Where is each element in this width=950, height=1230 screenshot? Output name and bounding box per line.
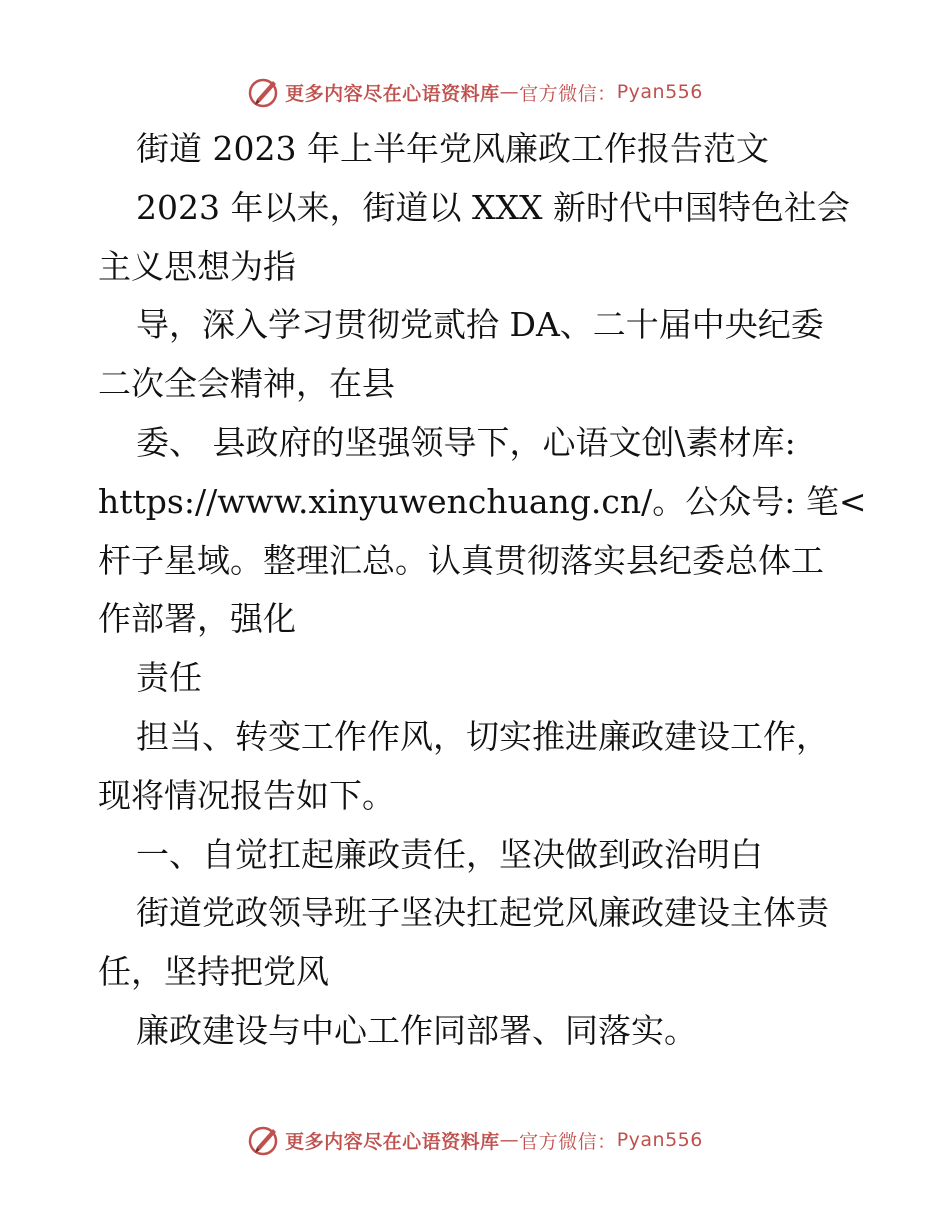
paragraph-line: 导，深入学习贯彻党贰拾 DA、二十届中央纪委 — [136, 305, 824, 345]
paragraph-line: 主义思想为指 — [98, 246, 296, 286]
banner-wechat-id: Pyan556 — [616, 81, 703, 103]
banner-sub-text: 官方微信： — [519, 82, 617, 105]
banner-main-text: 更多内容尽在心语资料库 — [285, 82, 500, 105]
paragraph-line: 二次全会精神，在县 — [98, 364, 395, 404]
document-title: 街道 2023 年上半年党风廉政工作报告范文 — [136, 129, 769, 168]
paragraph-line: https://www.xinyuwenchuang.cn/。公众号: 笔< — [98, 481, 867, 521]
section-heading: 一、自觉扛起廉政责任，坚决做到政治明白 — [136, 834, 763, 874]
document-body — [98, 120, 868, 1061]
pen-logo-icon — [247, 75, 281, 109]
banner-separator: — — [499, 81, 520, 103]
footer-banner — [0, 1120, 950, 1160]
paragraph-line: 2023 年以来，街道以 XXX 新时代中国特色社会 — [136, 187, 850, 227]
paragraph-line: 现将情况报告如下。 — [98, 775, 395, 815]
paragraph-line: 街道党政领导班子坚决扛起党风廉政建设主体责 — [136, 893, 829, 933]
paragraph-line: 责任 — [136, 658, 202, 698]
paragraph-line: 杆子星域。整理汇总。认真贯彻落实县纪委总体工 — [98, 540, 824, 580]
paragraph-line: 担当、转变工作作风，切实推进廉政建设工作， — [136, 716, 829, 756]
banner-main-text: 更多内容尽在心语资料库 — [285, 1130, 500, 1153]
paragraph-line: 廉政建设与中心工作同部署、同落实。 — [136, 1010, 697, 1050]
banner-wechat-id: Pyan556 — [616, 1129, 703, 1151]
banner-sub-text: 官方微信： — [519, 1130, 617, 1153]
header-banner — [0, 72, 950, 112]
banner-separator: — — [499, 1129, 520, 1151]
pen-logo-icon — [247, 1123, 281, 1157]
paragraph-line: 委、 县政府的坚强领导下，心语文创\素材库: — [136, 422, 796, 462]
paragraph-line: 任，坚持把党风 — [98, 952, 329, 992]
paragraph-line: 作部署，强化 — [98, 599, 296, 639]
